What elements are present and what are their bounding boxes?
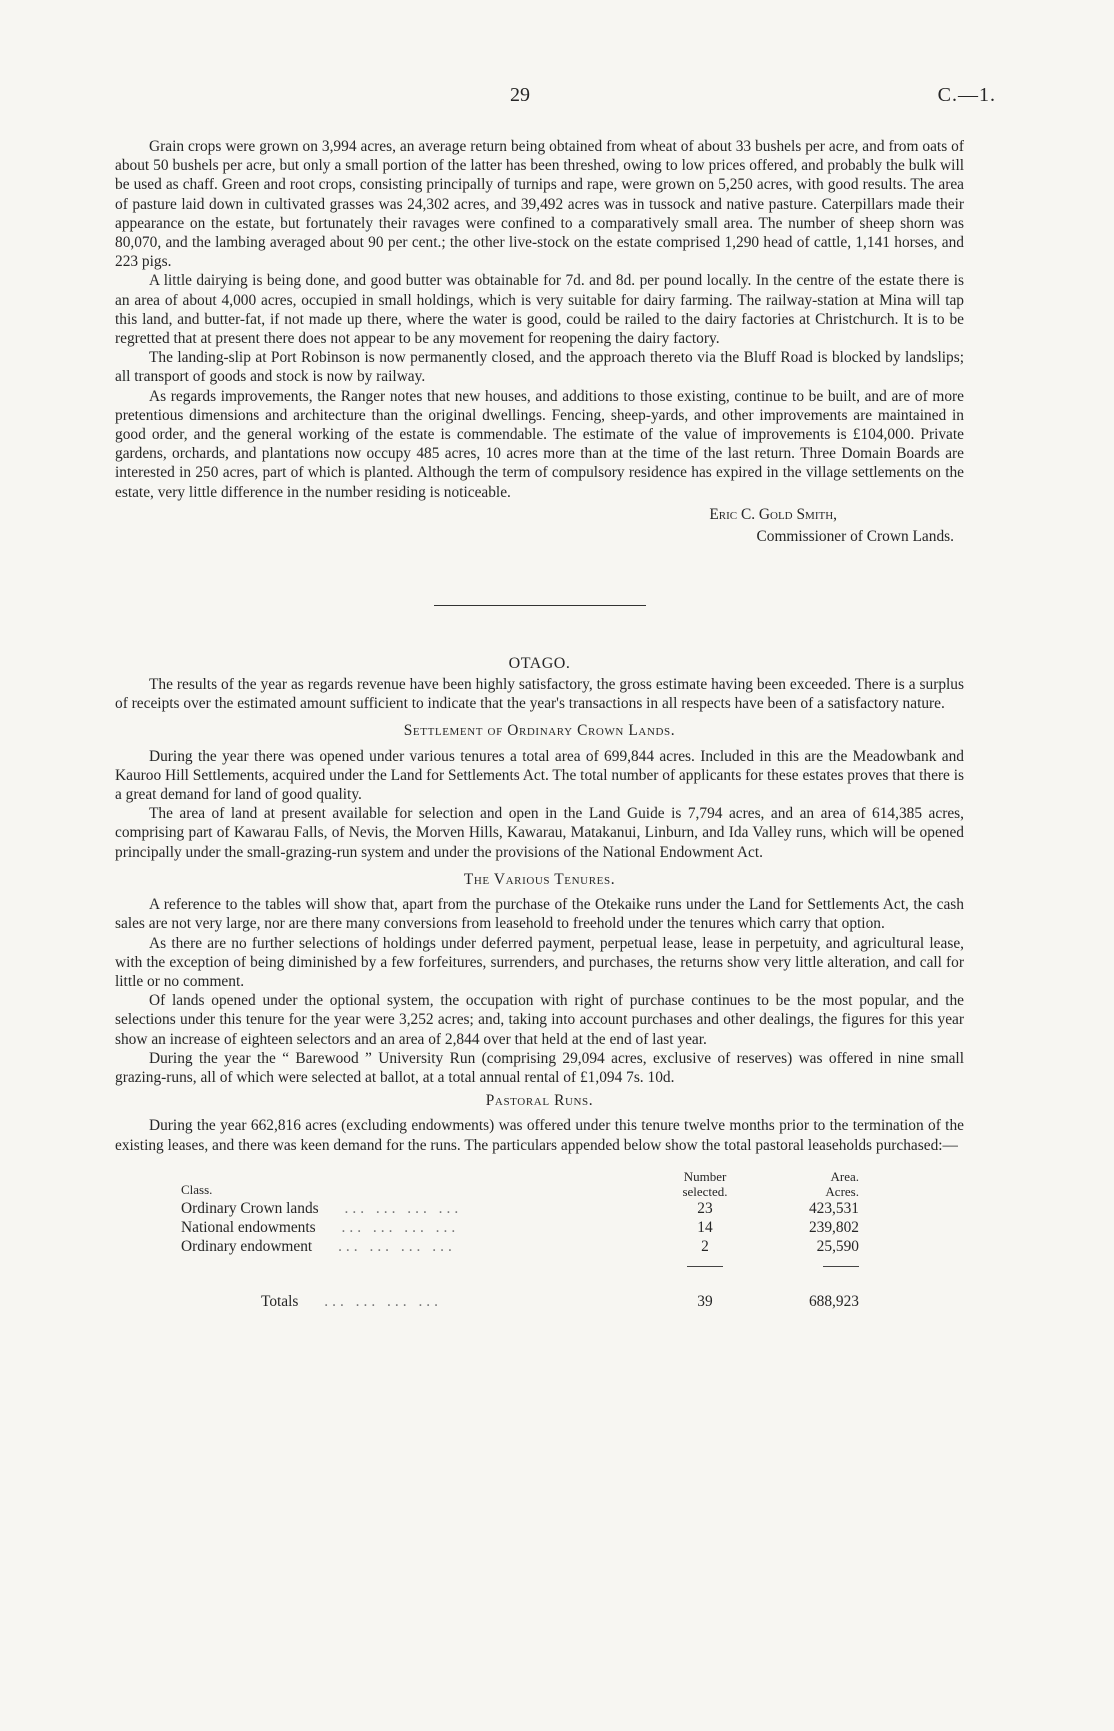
canterbury-continuation	[115, 137, 964, 548]
page-header	[0, 84, 1114, 114]
document-body	[115, 137, 964, 1311]
row-number-cell: 2	[701, 1238, 709, 1256]
paragraph-tenures-4: During the year the “ Barewood ” University Run (comprising 29,094 acres, exclusive of reserves) was offered in nine small grazing-runs, all of which were selected at ballot, at a total annual rental of £1,094 7s. 10d.	[115, 1049, 964, 1086]
row-class-cell	[181, 1237, 661, 1256]
table-row	[181, 1237, 859, 1256]
pastoral-runs-table	[181, 1169, 859, 1311]
table-row	[181, 1199, 859, 1218]
section-title-otago: OTAGO.	[508, 654, 571, 672]
leader-dots: ... ... ... ...	[324, 1292, 442, 1310]
column-header-area-line1: Area.	[830, 1168, 859, 1184]
subheading-settlement: Settlement of Ordinary Crown Lands.	[403, 722, 676, 740]
paragraph-dairying: A little dairying is being done, and good butter was obtainable for 7d. and 8d. per pound locally. In the centre of the estate there is an area of about 4,000 acres, occupied in small holdings, which is very suitable for dairy farming. The railway-station at Mina will tap this land, and butter-fat, if not made up there, where the water is good, could be railed to the dairy factories at Christchurch. It is to be regretted that at present there does not appear to be any movement for reopening the dairy factory.	[115, 272, 964, 348]
column-header-number-line1: Number	[683, 1168, 727, 1184]
row-class-cell	[181, 1199, 661, 1218]
column-header-area	[749, 1169, 859, 1199]
column-header-number-line2: selected.	[682, 1183, 728, 1199]
paragraph-settlement-2: The area of land at present available for selection and open in the Land Guide is 7,794 acres, and an area of 614,385 acres, comprising part of Kawarau Falls, of Nevis, the Morven Hills, Kawarau, Matakanui, Linburn, and Ida Valley runs, which will be opened principally under the small-grazing-run system and under the provisions of the National Endowment Act.	[115, 805, 964, 861]
leader-dots: ... ... ... ...	[344, 1199, 463, 1217]
subheading-pastoral: Pastoral Runs.	[485, 1092, 594, 1110]
row-number-cell: 23	[697, 1199, 713, 1217]
totals-label: Totals	[261, 1292, 299, 1310]
totals-number-cell: 39	[697, 1292, 713, 1310]
row-area-cell: 239,802	[808, 1218, 859, 1236]
table-totals-row	[181, 1276, 859, 1311]
signature-title: Commissioner of Crown Lands.	[756, 527, 954, 545]
paragraph-landing-slip: The landing-slip at Port Robinson is now permanently closed, and the approach thereto via the Bluff Road is blocked by landslips; all transport of goods and stock is now by railway.	[115, 349, 964, 386]
otago-section	[115, 654, 964, 1311]
column-header-class: Class.	[181, 1181, 213, 1197]
column-header-number	[661, 1169, 749, 1199]
sum-rule	[687, 1266, 723, 1267]
row-area-cell: 423,531	[808, 1199, 859, 1217]
row-number-cell: 14	[697, 1218, 713, 1236]
row-class-label: National endowments	[181, 1218, 316, 1236]
page-number: 29	[510, 84, 530, 106]
paragraph-settlement-1: During the year there was opened under various tenures a total area of 699,844 acres. Included in this are the Meadowbank and Kauroo Hill Settlements, acquired under the Land for Settlements Act. The total number of applicants for these estates proves that there is a great demand for land of good quality.	[115, 747, 964, 804]
table-rule-row	[181, 1256, 859, 1275]
paragraph-improvements: As regards improvements, the Ranger notes that new houses, and additions to those existing, continue to be built, and are of more pretentious dimensions and architecture than the original dwellings. Fencing, sheep-yards, and other improvements are maintained in good order, and the general working of the estate is commendable. The estimate of the value of improvements is £104,000. Private gardens, orchards, and plantations now occupy 485 acres, 10 acres more than at the time of the last return. Three Domain Boards are interested in 250 acres, part of which is planted. Although the term of compulsory residence has expired in the village settlements on the estate, very little difference in the number residing is noticeable.	[115, 387, 964, 501]
signature-block	[115, 504, 964, 548]
paper-code: C.—1.	[937, 84, 996, 106]
totals-area-cell: 688,923	[808, 1292, 859, 1310]
row-area-cell: 25,590	[816, 1238, 859, 1256]
paragraph-tenures-1: A reference to the tables will show that, apart from the purchase of the Otekaike runs under the Land for Settlements Act, the cash sales are not very large, nor are there many conversions from leasehold to freehold under the tenures which carry that option.	[115, 896, 964, 933]
paragraph-pastoral: During the year 662,816 acres (excluding endowments) was offered under this tenure twelve months prior to the termination of the existing leases, and there was keen demand for the runs. The particulars appended below show the total pastoral leaseholds purchased:—	[115, 1117, 964, 1154]
row-class-label: Ordinary endowment	[181, 1238, 313, 1256]
column-header-area-line2: Acres.	[825, 1183, 859, 1199]
section-divider	[434, 605, 646, 606]
table-row	[181, 1218, 859, 1237]
table-header-row	[181, 1169, 859, 1199]
row-class-cell	[181, 1218, 661, 1237]
sum-rule	[823, 1266, 859, 1267]
row-class-label: Ordinary Crown lands	[181, 1199, 319, 1217]
leader-dots: ... ... ... ...	[341, 1218, 460, 1236]
signature-name: Eric C. Gold Smith,	[709, 505, 837, 523]
subheading-tenures: The Various Tenures.	[463, 870, 616, 888]
paragraph-grain-crops: Grain crops were grown on 3,994 acres, an average return being obtained from wheat of about 33 bushels per acre, and from oats of about 50 bushels per acre, but only a small portion of the latter has been threshed, owing to low prices offered, and probably the bulk will be used as chaff. Green and root crops, consisting principally of turnips and rape, were grown on 5,250 acres, with good results. The area of pasture laid down in cultivated grasses was 24,302 acres, and 39,492 acres was in tussock and native pasture. Caterpillars made their appearance on the estate, but fortunately their ravages were confined to a comparatively small area. The number of sheep shorn was 80,070, and the lambing averaged about 90 per cent.; the other live-stock on the estate comprised 1,290 head of cattle, 1,141 horses, and 223 pigs.	[115, 138, 964, 271]
paragraph-tenures-3: Of lands opened under the optional system, the occupation with right of purchase continues to be the most popular, and the selections under this tenure for the year were 3,252 acres; and, taking into account purchases and other dealings, the figures for this year show an increase of eighteen selectors and an area of 2,844 over that held at the end of last year.	[115, 992, 964, 1048]
paragraph-tenures-2: As there are no further selections of holdings under deferred payment, perpetual lease, lease in perpetuity, and agricultural lease, with the exception of being diminished by a few forfeitures, surrenders, and purchases, the returns show very little alteration, and call for little or no comment.	[115, 934, 964, 990]
paragraph-otago-intro: The results of the year as regards revenue have been highly satisfactory, the gross estimate having been exceeded. There is a surplus of receipts over the estimated amount sufficient to indicate that the year's transactions in all respects have been of a satisfactory nature.	[115, 676, 964, 713]
totals-label-cell	[181, 1276, 661, 1311]
leader-dots: ... ... ... ...	[338, 1238, 456, 1256]
